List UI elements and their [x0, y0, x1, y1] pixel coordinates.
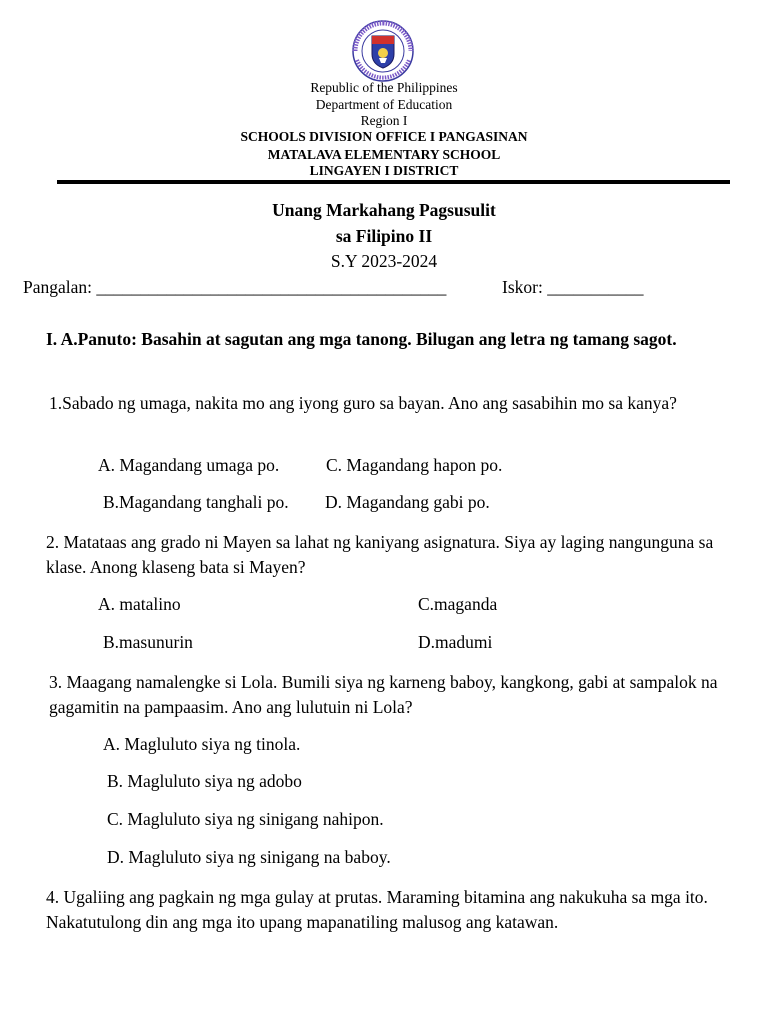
question-1-choice-d: D. Magandang gabi po.: [325, 492, 490, 512]
header-republic: Republic of the Philippines: [310, 80, 458, 95]
question-1-choice-c: C. Magandang hapon po.: [326, 455, 503, 475]
header-division-office: SCHOOLS DIVISION OFFICE I PANGASINAN: [240, 129, 528, 144]
exam-subject: sa Filipino II: [335, 226, 433, 246]
instructions: I. A.Panuto: Basahin at sagutan ang mga tanong. Bilugan ang letra ng tamang sagot.: [46, 329, 677, 349]
question-2-choice-a: A. matalino: [98, 594, 181, 614]
question-2-choice-c: C.maganda: [418, 594, 498, 614]
question-1-choice-a: A. Magandang umaga po.: [98, 455, 280, 475]
header-district: LINGAYEN I DISTRICT: [309, 163, 459, 178]
question-3-text: 3. Maagang namalengke si Lola. Bumili siya ng karneng baboy, kangkong, gabi at sampalok na gagamitin na pampaasim. Ano ang lulutuin ni Lola?: [49, 672, 718, 717]
name-field-label: Pangalan: ________________________________________: [23, 277, 447, 297]
question-2-text: 2. Matataas ang grado ni Mayen sa lahat ng kaniyang asignatura. Siya ay laging nangunguna sa klase. Anong klaseng bata si Mayen?: [46, 532, 714, 577]
question-4-text: 4. Ugaliing ang pagkain ng mga gulay at prutas. Maraming bitamina ang nakukuha sa mga ito. Nakatutulong din ang mga ito upang mapanatiling malusog ang katawan.: [46, 887, 708, 932]
header-school-name: MATALAVA ELEMENTARY SCHOOL: [267, 147, 501, 162]
exam-title: Unang Markahang Pagsusulit: [272, 200, 496, 220]
question-2-choice-d: D.madumi: [418, 632, 493, 652]
question-1-text: 1.Sabado ng umaga, nakita mo ang iyong guro sa bayan. Ano ang sasabihin mo sa kanya?: [49, 393, 677, 413]
question-2-choice-b: B.masunurin: [103, 632, 193, 652]
header-region: Region I: [360, 113, 408, 128]
header-divider: [57, 180, 730, 184]
deped-seal-logo: [352, 20, 414, 82]
question-3-choice-a: A. Magluluto siya ng tinola.: [103, 734, 301, 754]
score-field-label: Iskor: ___________: [502, 277, 644, 297]
question-3-choice-c: C. Magluluto siya ng sinigang nahipon.: [107, 809, 384, 829]
question-3-choice-d: D. Magluluto siya ng sinigang na baboy.: [107, 847, 391, 867]
question-3-choice-b: B. Magluluto siya ng adobo: [107, 771, 302, 791]
header-department: Department of Education: [315, 97, 453, 112]
question-1-choice-b: B.Magandang tanghali po.: [103, 492, 289, 512]
exam-school-year: S.Y 2023-2024: [330, 251, 438, 271]
